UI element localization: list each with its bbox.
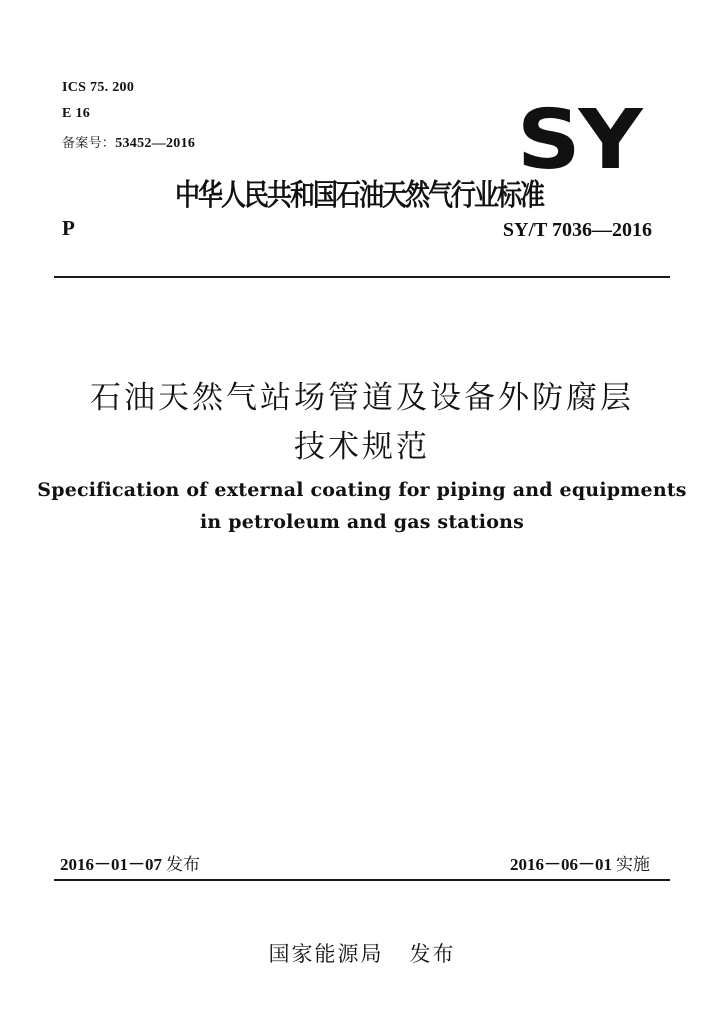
standard-number: SY/T 7036—2016 [502,219,652,241]
issue-date-value: 2016－01－07 [60,855,162,874]
title-chinese-line2: 技术规范 [294,429,430,465]
ccs-code: E 16 [62,106,91,121]
publisher-name: 国家能源局 [268,942,384,966]
title-chinese-line1: 石油天然气站场管道及设备外防腐层 [90,380,634,416]
record-number [62,132,195,152]
ics-code: ICS 75. 200 [62,80,135,95]
issue-date-label: 发布 [166,855,200,875]
record-number-value: 53452—2016 [115,136,196,151]
sy-logo: SY [516,93,640,188]
title-english-line1: Specification of external coating for piping and equipments [37,479,687,501]
bottom-divider [54,879,670,881]
implementation-date-label: 实施 [616,855,650,875]
implementation-date [510,850,650,875]
industry-standard-heading: 中华人民共和国石油天然气行业标准 [175,177,544,213]
title-english-line2: in petroleum and gas stations [199,511,524,533]
issue-date [60,850,200,875]
implementation-date-value: 2016－06－01 [510,855,612,874]
record-number-label: 备案号： [62,136,116,151]
publisher-action: 发布 [409,942,456,966]
category-code: P [62,216,75,240]
top-divider [54,276,670,278]
publisher [0,938,724,968]
